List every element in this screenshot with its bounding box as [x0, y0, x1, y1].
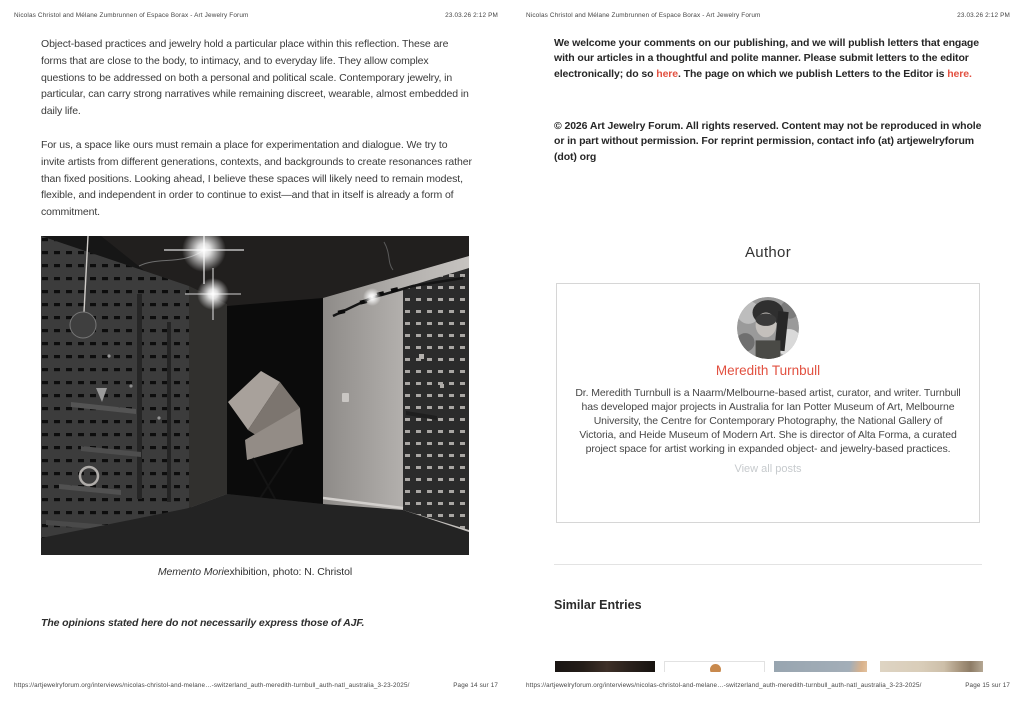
view-all-posts-link[interactable]: View all posts [734, 462, 802, 475]
author-section-heading: Author [745, 244, 791, 261]
letters-page-link[interactable]: here [947, 67, 969, 80]
article-paragraph-2: For us, a space like ours must remain a place for experimentation and dialogue. We try to invite artists from different generations, contexts, and backgrounds to create resonances rather than fixed positions. Looking ahead, I believe these spaces will likely need to remain modest, flexible, and independent in order to continue to exist—and that in itself is already a form of commitment. [41, 139, 472, 219]
page-header [526, 12, 1010, 19]
similar-entries-row [512, 661, 1024, 672]
similar-entry-thumbnail-1[interactable] [555, 661, 655, 672]
similar-entry-thumbnail-3[interactable] [774, 661, 867, 672]
header-timestamp: 23.03.26 2:12 PM [957, 12, 1010, 19]
header-title: Nicolas Christol and Mélane Zumbrunnen of Espace Borax - Art Jewelry Forum [14, 12, 249, 19]
page-footer [526, 682, 1010, 689]
author-bio: Dr. Meredith Turnbull is a Naarm/Melbourne-based artist, curator, and writer. Turnbull has developed major projects in Australia for Ian Potter Museum of Art, Melbourne University, the Centre for Contemporary Photography, the National Gallery of Victoria, and Heide Museum of Modern Art. She is director of Alta Forma, a curated project space for artist working in expanded object- and jewelry-based practices. [575, 387, 961, 455]
section-divider [554, 564, 982, 565]
author-name-link[interactable]: Meredith Turnbull [715, 363, 821, 378]
photo-caption-rest: exhibition, photo: N. Christol [223, 566, 353, 578]
author-avatar[interactable] [737, 297, 799, 359]
thumbnail-ornament [710, 664, 721, 672]
exhibition-photo [41, 236, 469, 555]
author-card [556, 283, 980, 523]
header-title: Nicolas Christol and Mélane Zumbrunnen of Espace Borax - Art Jewelry Forum [526, 12, 761, 19]
photo-caption-title: Memento Mori [157, 566, 224, 578]
opinions-disclaimer: The opinions stated here do not necessarily express those of AJF. [41, 617, 365, 629]
photo-caption [41, 566, 469, 578]
page-footer [14, 682, 498, 689]
letters-text-3: . [969, 67, 972, 80]
similar-entries-heading: Similar Entries [554, 598, 642, 612]
letters-text-1: We welcome your comments on our publishing, and we will publish letters that engage with our articles in a thoughtful and polite manner. Please submit letters to the editor electronically; do so [554, 37, 979, 80]
footer-page-number: Page 15 sur 17 [965, 682, 1010, 689]
similar-entry-thumbnail-2[interactable] [664, 661, 765, 672]
footer-url: https://artjewelryforum.org/interviews/nicolas-christol-and-melane…-switzerland_auth-meredith-turnbull_auth-natl_australia_3-23-2025/ [14, 682, 410, 689]
footer-url: https://artjewelryforum.org/interviews/nicolas-christol-and-melane…-switzerland_auth-meredith-turnbull_auth-natl_australia_3-23-2025/ [526, 682, 922, 689]
letters-paragraph [554, 36, 982, 82]
page-header [14, 12, 498, 19]
header-timestamp: 23.03.26 2:12 PM [445, 12, 498, 19]
copyright-notice: © 2026 Art Jewelry Forum. All rights reserved. Content may not be reproduced in whole or in part without permission. For reprint permission, contact info (at) artjewelryforum (dot) org [554, 120, 982, 163]
letters-text-2: . The page on which we publish Letters to the Editor is [678, 67, 948, 80]
page-15 [512, 0, 1024, 724]
submit-letter-link[interactable]: here [656, 67, 679, 80]
similar-entry-thumbnail-4[interactable] [880, 661, 983, 672]
article-paragraph-1: Object-based practices and jewelry hold a particular place within this reflection. These are forms that are close to the body, to intimacy, and to everyday life. They allow complex questions to be addressed on both a personal and political scale. Contemporary jewelry, in particular, can carry strong narratives while remaining discreet, wearable, almost embedded in daily life. [41, 38, 469, 118]
footer-page-number: Page 14 sur 17 [453, 682, 498, 689]
